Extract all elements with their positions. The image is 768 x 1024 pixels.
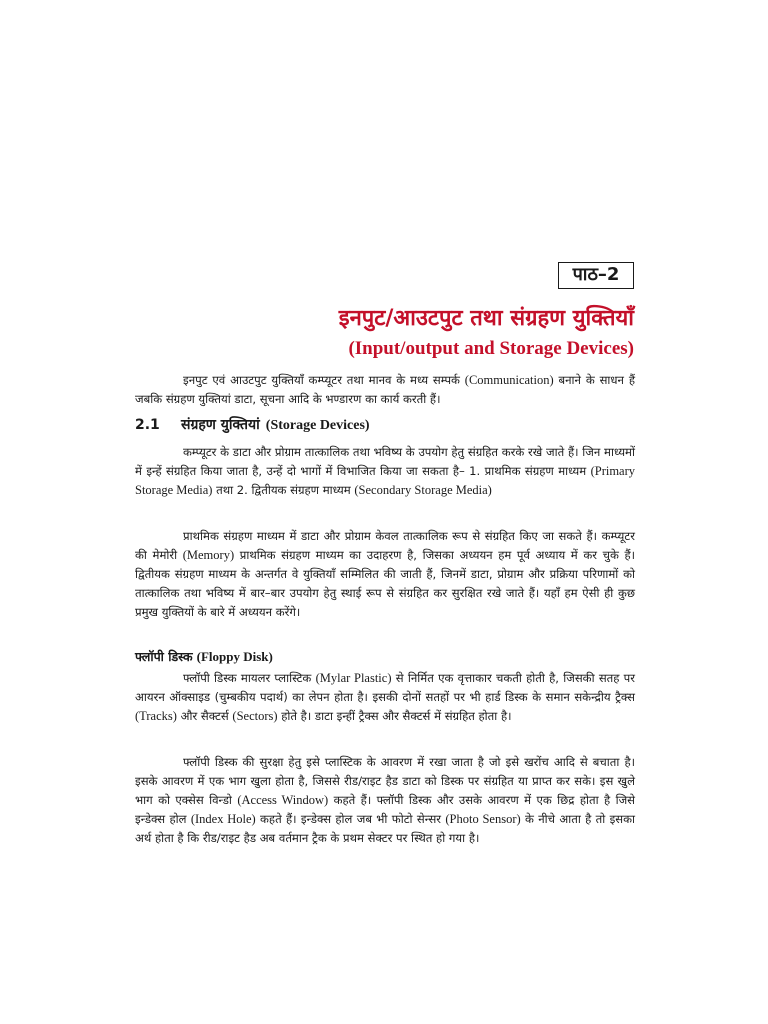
- storage-p1-text-2: तथा 2. द्वितीयक संग्रहण माध्यम: [216, 483, 351, 497]
- floppy-p1-text-1: फ्लॉपी डिस्क मायलर प्लास्टिक: [183, 671, 312, 685]
- chapter-title-hindi: इनपुट/आउटपुट तथा संग्रहण युक्तियाँ: [338, 306, 634, 331]
- floppy-p2-text-1: फ्लॉपी डिस्क की सुरक्षा हेतु इसे प्लास्टिक के आवरण में रखा जाता है जो इसे खरोंच आदि से बचाता है। इसके आवरण में एक भाग खुला होता है, जिससे रीड/राइट हैड डाटा को डिस्क पर संग्रहित या प्राप्त कर सके। इस खुले भाग को एक्सेस विन्डो: [135, 755, 635, 807]
- intro-text-2: बनाने के साधन हैं जबकि संग्रहण युक्तियां डाटा, सूचना आदि के भण्डारण का कार्य करती हैं।: [135, 373, 635, 406]
- intro-paragraph: [135, 371, 635, 409]
- floppy-p2-en-2: (Index Hole): [190, 812, 256, 826]
- section-number: 2.1: [135, 417, 160, 433]
- floppy-p2-text-4: के नीचे आता है तो इसका अर्थ होता है कि रीड/राइट हैड अब वर्तमान ट्रैक के प्रथम सेक्टर पर स्थित हो गया है।: [135, 812, 636, 845]
- chapter-title-english: (Input/output and Storage Devices): [348, 338, 634, 359]
- floppy-title-english: (Floppy Disk): [196, 649, 273, 664]
- floppy-title-hindi: फ्लॉपी डिस्क: [135, 649, 193, 664]
- floppy-p2-en-3: (Photo Sensor): [445, 812, 521, 826]
- section-title-hindi: संग्रहण युक्तियां: [181, 417, 260, 433]
- storage-paragraph-1: [135, 443, 635, 500]
- section-title-english: (Storage Devices): [265, 418, 370, 433]
- floppy-heading: [135, 647, 635, 667]
- storage-p1-text-1: कम्प्यूटर के डाटा और प्रोग्राम तात्कालिक तथा भविष्य के उपयोग हेतु संग्रहित करके रखे जाते हैं। जिन माध्यमों में इन्हें संग्रहित किया जाता है, उन्हें दो भागों में विभाजित किया जा सकता है– 1. प्राथमिक संग्रहण माध्यम: [135, 445, 635, 478]
- storage-p2-en-1: (Memory): [182, 548, 235, 562]
- floppy-paragraph-2: [135, 753, 635, 848]
- storage-p1-en-1: (Primary Storage Media): [135, 464, 636, 497]
- section-heading: [135, 415, 635, 436]
- floppy-p1-en-2: (Tracks): [135, 709, 177, 723]
- chapter-label: पाठ–2: [558, 262, 634, 289]
- intro-text-1: इनपुट एवं आउटपुट युक्तियाँ कम्प्यूटर तथा मानव के मध्य सम्पर्क: [183, 373, 460, 387]
- storage-p1-en-2: (Secondary Storage Media): [354, 483, 492, 497]
- intro-en-1: (Communication): [464, 373, 554, 387]
- storage-p2-text-2: प्राथमिक संग्रहण माध्यम का उदाहरण है, जिसका अध्ययन हम पूर्व अध्याय में कर चुके हैं। द्वितीयक संग्रहण माध्यम के अन्तर्गत वे युक्तियाँ सम्मिलित की जाती हैं, जिनमें डाटा, प्रोग्राम और प्रक्रिया परिणामों को तात्कालिक तथा भविष्य में बार–बार उपयोग हेतु स्थाई रूप से संग्रहित कर सुरक्षित रखे जाते हैं। यहाँ हम ऐसी ही कुछ प्रमुख युक्तियों के बारे में अध्ययन करेंगे।: [135, 548, 635, 619]
- floppy-p2-text-3: कहते हैं। इन्डेक्स होल जब भी फोटो सेन्सर: [260, 812, 442, 826]
- storage-p2-text-1: प्राथमिक संग्रहण माध्यम में डाटा और प्रोग्राम केवल तात्कालिक रूप से संग्रहित किए जा सकते हैं। कम्प्यूटर की मेमोरी: [135, 529, 635, 562]
- floppy-p1-en-1: (Mylar Plastic): [315, 671, 392, 685]
- storage-paragraph-2: [135, 527, 635, 622]
- floppy-p2-en-1: (Access Window): [237, 793, 329, 807]
- floppy-p1-text-2: से निर्मित एक वृत्ताकार चकती होती है, जिसकी सतह पर आयरन ऑक्साइड (चुम्बकीय पदार्थ) का लेपन होता है। इसकी दोनों सतहों पर भी हार्ड डिस्क के समान सकेन्द्रीय ट्रैक्स: [135, 671, 635, 704]
- floppy-p2-text-2: कहते हैं। फ्लॉपी डिस्क और उसके आवरण में एक छिद्र होता है जिसे इन्डेक्स होल: [135, 793, 636, 826]
- floppy-p1-en-3: (Sectors): [232, 709, 278, 723]
- floppy-paragraph-1: [135, 669, 635, 726]
- floppy-p1-text-4: होते है। डाटा इन्हीं ट्रैक्स और सैक्टर्स में संग्रहित होता है।: [281, 709, 512, 723]
- floppy-p1-text-3: और सैक्टर्स: [180, 709, 229, 723]
